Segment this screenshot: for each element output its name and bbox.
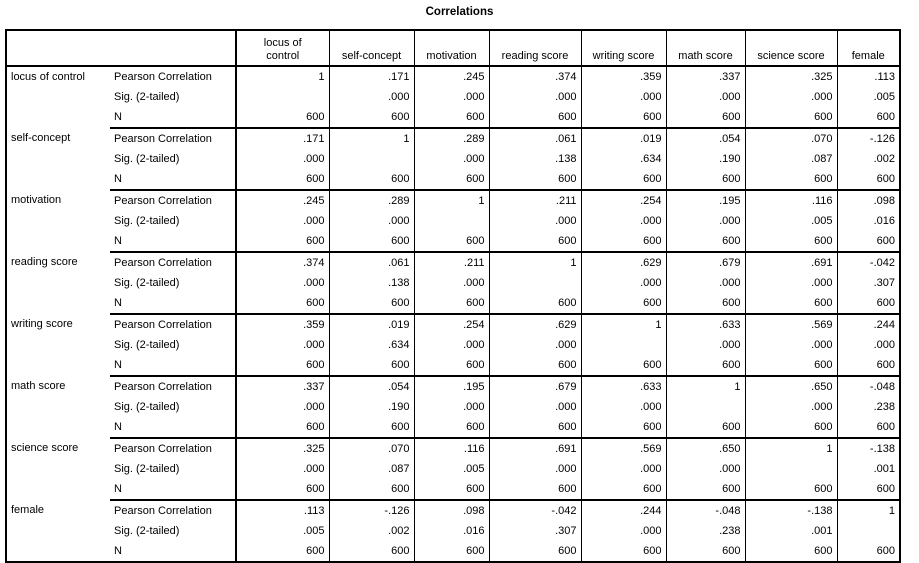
value-cell: .000 — [581, 397, 666, 417]
variable-label: writing score — [11, 318, 73, 330]
value-cell: 600 — [666, 355, 745, 376]
value-cell: 600 — [236, 169, 329, 190]
value-cell: 600 — [489, 293, 581, 314]
value-cell: 1 — [666, 376, 745, 397]
value-cell: .070 — [745, 128, 837, 149]
statistic-label: Pearson Correlation — [114, 443, 212, 455]
value-cell: .244 — [581, 500, 666, 521]
statistic-label: Sig. (2-tailed) — [114, 153, 180, 165]
value-cell: 600 — [414, 293, 489, 314]
value-cell: .000 — [745, 335, 837, 355]
table-row — [6, 211, 900, 231]
value-cell — [414, 211, 489, 231]
column-header: math score — [666, 30, 745, 66]
value-cell: .000 — [236, 459, 329, 479]
value-cell: .000 — [489, 459, 581, 479]
value-cell: 600 — [837, 417, 900, 438]
table-row — [6, 231, 900, 252]
statistic-label: N — [110, 231, 236, 252]
table-title: Correlations — [425, 6, 494, 18]
value-cell: 600 — [414, 169, 489, 190]
value-cell: .000 — [329, 87, 414, 107]
value-cell: 600 — [837, 541, 900, 562]
value-cell: .087 — [329, 459, 414, 479]
value-cell: 600 — [489, 479, 581, 500]
value-cell: .629 — [489, 314, 581, 335]
value-cell: .254 — [414, 314, 489, 335]
value-cell: .138 — [489, 149, 581, 169]
table-row — [6, 355, 900, 376]
value-cell: 600 — [745, 293, 837, 314]
value-cell — [837, 521, 900, 541]
value-cell: 600 — [489, 355, 581, 376]
value-cell: .054 — [666, 128, 745, 149]
value-cell: 600 — [329, 169, 414, 190]
value-cell: .374 — [489, 66, 581, 87]
value-cell: .138 — [329, 273, 414, 293]
value-cell: .002 — [329, 521, 414, 541]
value-cell: .359 — [236, 314, 329, 335]
value-cell: .113 — [837, 66, 900, 87]
value-cell: .569 — [745, 314, 837, 335]
value-cell: 1 — [745, 438, 837, 459]
value-cell: .325 — [236, 438, 329, 459]
value-cell: .000 — [414, 149, 489, 169]
statistic-label: N — [110, 479, 236, 500]
variable-label: locus of control — [11, 71, 85, 83]
value-cell: 600 — [837, 355, 900, 376]
value-cell: 600 — [666, 541, 745, 562]
value-cell: 1 — [489, 252, 581, 273]
value-cell: .211 — [489, 190, 581, 211]
value-cell: .000 — [581, 273, 666, 293]
value-cell: .116 — [745, 190, 837, 211]
value-cell: 600 — [666, 169, 745, 190]
value-cell: 600 — [745, 107, 837, 128]
statistic-label: Sig. (2-tailed) — [114, 277, 180, 289]
value-cell: 600 — [745, 169, 837, 190]
statistic-label: Pearson Correlation — [114, 505, 212, 517]
value-cell: .691 — [489, 438, 581, 459]
value-cell: 600 — [329, 479, 414, 500]
table-row — [6, 541, 900, 562]
value-cell: .195 — [414, 376, 489, 397]
value-cell: .054 — [329, 376, 414, 397]
value-cell: .000 — [837, 335, 900, 355]
value-cell: .005 — [236, 521, 329, 541]
value-cell: .000 — [666, 211, 745, 231]
value-cell: .000 — [745, 273, 837, 293]
value-cell: -.138 — [837, 438, 900, 459]
statistic-label: N — [110, 541, 236, 562]
variable-label: motivation — [11, 194, 62, 206]
value-cell: 600 — [666, 107, 745, 128]
value-cell: 600 — [745, 417, 837, 438]
statistic-label: N — [110, 169, 236, 190]
value-cell: .307 — [837, 273, 900, 293]
table-row — [6, 479, 900, 500]
statistic-label: Pearson Correlation — [114, 381, 212, 393]
value-cell: .000 — [666, 87, 745, 107]
value-cell: .289 — [414, 128, 489, 149]
value-cell: .569 — [581, 438, 666, 459]
value-cell: .000 — [581, 459, 666, 479]
value-cell: .000 — [489, 211, 581, 231]
value-cell: .000 — [489, 335, 581, 355]
statistic-label: N — [110, 355, 236, 376]
value-cell: .019 — [329, 314, 414, 335]
value-cell: 1 — [581, 314, 666, 335]
value-cell: .650 — [745, 376, 837, 397]
value-cell: .307 — [489, 521, 581, 541]
value-cell: .116 — [414, 438, 489, 459]
value-cell: .000 — [581, 211, 666, 231]
value-cell: .000 — [236, 273, 329, 293]
value-cell: .325 — [745, 66, 837, 87]
value-cell: .019 — [581, 128, 666, 149]
variable-label: self-concept — [11, 132, 71, 144]
statistic-label: Pearson Correlation — [114, 71, 212, 83]
value-cell: 600 — [837, 479, 900, 500]
value-cell: .211 — [414, 252, 489, 273]
variable-label: math score — [11, 380, 66, 392]
statistic-label: N — [110, 293, 236, 314]
value-cell: .238 — [666, 521, 745, 541]
value-cell: .691 — [745, 252, 837, 273]
value-cell: .098 — [837, 190, 900, 211]
correlations-table — [5, 29, 901, 563]
value-cell: 600 — [745, 541, 837, 562]
value-cell: 600 — [329, 541, 414, 562]
table-row — [6, 169, 900, 190]
statistic-label: Sig. (2-tailed) — [114, 91, 180, 103]
column-header: female — [837, 30, 900, 66]
statistic-label: Sig. (2-tailed) — [114, 401, 180, 413]
statistic-label: Pearson Correlation — [114, 195, 212, 207]
value-cell: .679 — [489, 376, 581, 397]
value-cell: .000 — [414, 273, 489, 293]
value-cell: 600 — [236, 231, 329, 252]
value-cell: 600 — [666, 479, 745, 500]
value-cell: 600 — [414, 417, 489, 438]
value-cell: .245 — [414, 66, 489, 87]
statistic-label: Pearson Correlation — [114, 257, 212, 269]
table-row — [6, 107, 900, 128]
table-row — [6, 438, 900, 459]
value-cell: .337 — [236, 376, 329, 397]
value-cell: .005 — [745, 211, 837, 231]
value-cell: 600 — [581, 355, 666, 376]
table-row — [6, 521, 900, 541]
value-cell: 1 — [236, 66, 329, 87]
value-cell: 1 — [837, 500, 900, 521]
value-cell: 600 — [236, 479, 329, 500]
value-cell — [581, 335, 666, 355]
value-cell: .195 — [666, 190, 745, 211]
statistic-label: Sig. (2-tailed) — [114, 339, 180, 351]
value-cell: 600 — [581, 107, 666, 128]
value-cell: 600 — [414, 355, 489, 376]
value-cell: .359 — [581, 66, 666, 87]
value-cell: .633 — [666, 314, 745, 335]
value-cell: 1 — [414, 190, 489, 211]
value-cell: .634 — [329, 335, 414, 355]
statistic-label: Pearson Correlation — [114, 319, 212, 331]
value-cell: 600 — [581, 479, 666, 500]
value-cell: 600 — [489, 541, 581, 562]
value-cell: 600 — [837, 231, 900, 252]
value-cell: .000 — [489, 397, 581, 417]
variable-label: reading score — [11, 256, 78, 268]
value-cell: -.042 — [489, 500, 581, 521]
value-cell: 600 — [837, 169, 900, 190]
value-cell: 600 — [581, 293, 666, 314]
value-cell — [745, 459, 837, 479]
corner-cell — [6, 30, 236, 66]
value-cell: .244 — [837, 314, 900, 335]
value-cell: .000 — [745, 397, 837, 417]
value-cell: .171 — [236, 128, 329, 149]
column-header: motivation — [414, 30, 489, 66]
value-cell: -.048 — [666, 500, 745, 521]
statistic-label: N — [110, 417, 236, 438]
table-row — [6, 376, 900, 397]
value-cell: 1 — [329, 128, 414, 149]
table-row — [6, 87, 900, 107]
value-cell: .016 — [414, 521, 489, 541]
value-cell: .171 — [329, 66, 414, 87]
value-cell: .000 — [414, 87, 489, 107]
table-row — [6, 417, 900, 438]
value-cell: .000 — [666, 459, 745, 479]
value-cell: .000 — [581, 521, 666, 541]
value-cell: .098 — [414, 500, 489, 521]
header-row — [6, 30, 900, 66]
column-header: locus of control — [236, 30, 329, 66]
value-cell: 600 — [837, 107, 900, 128]
table-row — [6, 335, 900, 355]
column-header: science score — [745, 30, 837, 66]
value-cell: .113 — [236, 500, 329, 521]
variable-label: science score — [11, 442, 79, 454]
value-cell: .337 — [666, 66, 745, 87]
value-cell: 600 — [236, 107, 329, 128]
value-cell: 600 — [745, 479, 837, 500]
value-cell: .254 — [581, 190, 666, 211]
value-cell: 600 — [745, 231, 837, 252]
column-header: self-concept — [329, 30, 414, 66]
value-cell: 600 — [489, 417, 581, 438]
value-cell: .629 — [581, 252, 666, 273]
value-cell: .001 — [745, 521, 837, 541]
value-cell: .000 — [329, 211, 414, 231]
value-cell: 600 — [581, 417, 666, 438]
value-cell — [329, 149, 414, 169]
value-cell: 600 — [837, 293, 900, 314]
value-cell: .005 — [414, 459, 489, 479]
value-cell: 600 — [666, 417, 745, 438]
value-cell: 600 — [236, 355, 329, 376]
value-cell: .061 — [489, 128, 581, 149]
table-row — [6, 459, 900, 479]
value-cell: .000 — [581, 87, 666, 107]
value-cell: .005 — [837, 87, 900, 107]
value-cell: .000 — [666, 273, 745, 293]
statistic-label: Sig. (2-tailed) — [114, 525, 180, 537]
value-cell: .633 — [581, 376, 666, 397]
table-row — [6, 500, 900, 521]
value-cell: .245 — [236, 190, 329, 211]
table-row — [6, 128, 900, 149]
value-cell: .000 — [489, 87, 581, 107]
value-cell: 600 — [414, 107, 489, 128]
value-cell: .190 — [329, 397, 414, 417]
value-cell: .000 — [414, 397, 489, 417]
value-cell: -.126 — [837, 128, 900, 149]
table-row — [6, 190, 900, 211]
value-cell: .650 — [666, 438, 745, 459]
table-row — [6, 273, 900, 293]
value-cell: .289 — [329, 190, 414, 211]
value-cell: .634 — [581, 149, 666, 169]
value-cell — [489, 273, 581, 293]
value-cell: 600 — [236, 293, 329, 314]
column-header: reading score — [489, 30, 581, 66]
value-cell: .374 — [236, 252, 329, 273]
value-cell: -.042 — [837, 252, 900, 273]
value-cell — [236, 87, 329, 107]
value-cell — [666, 397, 745, 417]
statistic-label: N — [110, 107, 236, 128]
value-cell: -.126 — [329, 500, 414, 521]
value-cell: 600 — [414, 541, 489, 562]
value-cell: .000 — [666, 335, 745, 355]
value-cell: .001 — [837, 459, 900, 479]
value-cell: .238 — [837, 397, 900, 417]
value-cell: .000 — [236, 335, 329, 355]
variable-label: female — [11, 504, 45, 516]
value-cell: 600 — [581, 169, 666, 190]
value-cell: 600 — [414, 479, 489, 500]
value-cell: 600 — [489, 107, 581, 128]
value-cell: .679 — [666, 252, 745, 273]
value-cell: .000 — [236, 397, 329, 417]
value-cell: .000 — [236, 149, 329, 169]
table-body — [6, 66, 900, 562]
statistic-label: Pearson Correlation — [114, 133, 212, 145]
value-cell: 600 — [329, 231, 414, 252]
value-cell: .002 — [837, 149, 900, 169]
value-cell: .000 — [414, 335, 489, 355]
value-cell: .190 — [666, 149, 745, 169]
value-cell: 600 — [414, 231, 489, 252]
value-cell: 600 — [745, 355, 837, 376]
table-row — [6, 397, 900, 417]
value-cell: .070 — [329, 438, 414, 459]
column-header: writing score — [581, 30, 666, 66]
value-cell: .061 — [329, 252, 414, 273]
value-cell: 600 — [236, 417, 329, 438]
value-cell: 600 — [329, 417, 414, 438]
value-cell: 600 — [489, 231, 581, 252]
value-cell: 600 — [489, 169, 581, 190]
value-cell: .087 — [745, 149, 837, 169]
table-row — [6, 293, 900, 314]
value-cell: -.138 — [745, 500, 837, 521]
value-cell: 600 — [329, 107, 414, 128]
value-cell: 600 — [581, 231, 666, 252]
table-row — [6, 314, 900, 335]
table-row — [6, 149, 900, 169]
value-cell: 600 — [666, 231, 745, 252]
value-cell: .000 — [745, 87, 837, 107]
value-cell: 600 — [329, 355, 414, 376]
value-cell: .000 — [236, 211, 329, 231]
value-cell: 600 — [581, 541, 666, 562]
table-row — [6, 252, 900, 273]
statistic-label: Sig. (2-tailed) — [114, 215, 180, 227]
value-cell: 600 — [666, 293, 745, 314]
statistic-label: Sig. (2-tailed) — [114, 463, 180, 475]
value-cell: 600 — [329, 293, 414, 314]
table-row — [6, 66, 900, 87]
value-cell: -.048 — [837, 376, 900, 397]
value-cell: .016 — [837, 211, 900, 231]
value-cell: 600 — [236, 541, 329, 562]
